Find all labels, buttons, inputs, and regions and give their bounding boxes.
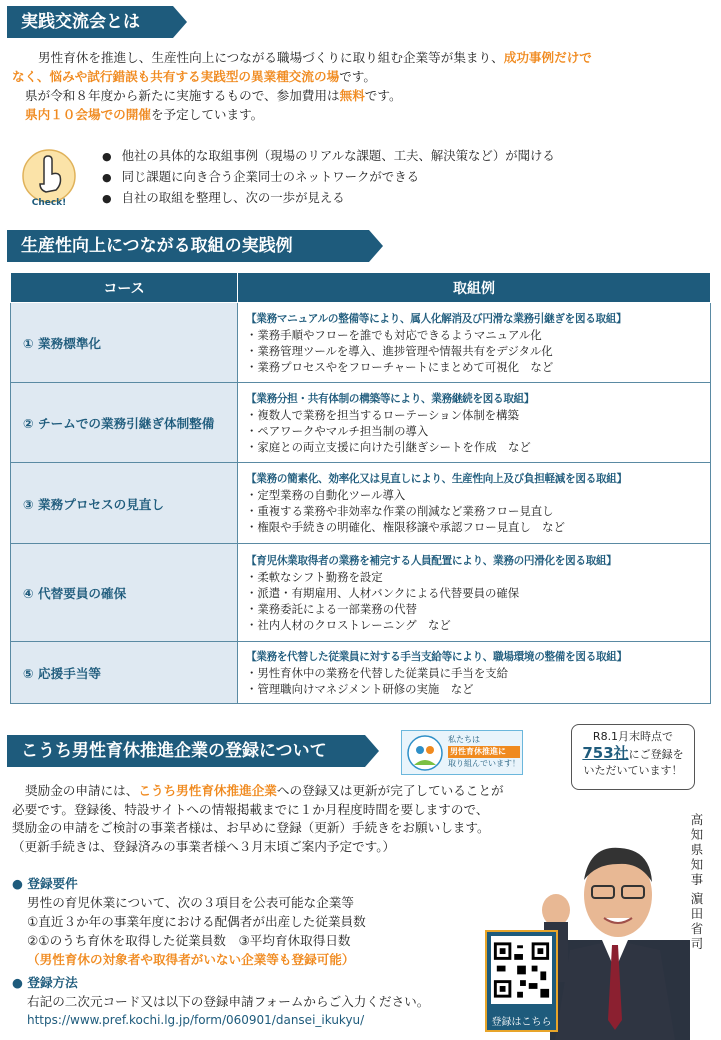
column-header-examples: 取組例: [238, 273, 711, 303]
family-logo-icon: [406, 735, 444, 771]
table-row: [11, 383, 711, 463]
course-name: ⑤ 応援手当等: [11, 642, 238, 704]
qr-caption: 登録はこちら: [491, 1017, 552, 1028]
intro-paragraph: 男性育休を推進し、生産性向上につながる職場づくりに取り組む企業等が集まり、成功事例だけで なく、悩みや試行錯誤も共有する実践型の異業種交流の場です。 県が令和８年度から新たに実施するもので、参加費用は無料です。 県内１０会場での開催を予定しています。: [12, 50, 592, 122]
section-header-intro: 実践交流会とは: [7, 6, 173, 38]
method-heading: ● 登録方法: [12, 975, 78, 990]
registration-count-bubble: R8.1月末時点で 753社にご登録を いただいています！: [571, 724, 695, 790]
requirements-heading: ● 登録要件: [12, 876, 78, 891]
registration-form-link[interactable]: https://www.pref.kochi.lg.jp/form/060901/dansei_ikukyu/: [27, 1013, 365, 1027]
course-name: ② チームでの業務引継ぎ体制整備: [11, 383, 238, 463]
benefit-item: ● 自社の取組を整理し、次の一歩が見える: [102, 188, 555, 209]
registered-count: 753社: [582, 744, 629, 762]
governor-name: 高 知 県 知 事 濵 田 省 司: [690, 812, 704, 951]
qr-code-box[interactable]: [485, 930, 558, 1032]
registration-paragraph: 奨励金の申請には、こうち男性育休推進企業への登録又は更新が完了していることが 必要です。登録後、特設サイトへの情報掲載までに１か月程度時間を要しますので、 奨励金の申請をご検討の事業者様は、お早めに登録（更新）手続きをお願いします。 （更新手続きは、登録済みの事業者様へ３月末頃ご案内予定です。）: [12, 783, 504, 854]
registration-method: ● 登録方法 右記の二次元コード又は以下の登録申請フォームからご入力ください。 https://www.pref.kochi.lg.jp/form/060901/dansei_ikukyu/: [12, 973, 482, 1030]
course-examples: 【育児休業取得者の業務を補完する人員配置により、業務の円滑化を図る取組】 ・柔軟なシフト勤務を設定 ・派遣・有期雇用、人材バンクによる代替要員の確保 ・業務委託による一部業務の代替 ・社内人材のクロストレーニング など: [238, 544, 711, 642]
check-hand-icon: [20, 146, 78, 208]
table-row: [11, 463, 711, 544]
benefit-item: ● 他社の具体的な取組事例（現場のリアルな課題、工夫、解決策など）が聞ける: [102, 146, 555, 167]
course-name: ③ 業務プロセスの見直し: [11, 463, 238, 544]
section-header-examples: 生産性向上につながる取組の実践例: [7, 230, 369, 262]
svg-text:Check!: Check!: [31, 198, 67, 208]
table-row: [11, 303, 711, 383]
course-examples: 【業務を代替した従業員に対する手当支給等により、職場環境の整備を図る取組】 ・男性育休中の業務を代替した従業員に手当を支給 ・管理職向けマネジメント研修の実施 など: [238, 642, 711, 704]
course-examples: 【業務マニュアルの整備等により、属人化解消及び円滑な業務引継ぎを図る取組】 ・業務手順やフローを誰でも対応できるようマニュアル化 ・業務管理ツールを導入、進捗管理や情報共有をデジタル化 ・業務プロセスやをフローチャートにまとめて可視化 など: [238, 303, 711, 383]
column-header-course: コース: [11, 273, 238, 303]
examples-table: [10, 272, 711, 704]
section-header-registration: こうち男性育休推進企業の登録について: [7, 735, 365, 767]
course-examples: 【業務の簡素化、効率化又は見直しにより、生産性向上及び負担軽減を図る取組】 ・定型業務の自動化ツール導入 ・重複する業務や非効率な作業の削減など業務フロー見直し ・権限や手続きの明確化、権限移譲や承認フロー見直し など: [238, 463, 711, 544]
benefit-list: [102, 146, 555, 209]
course-name: ① 業務標準化: [11, 303, 238, 383]
qr-code-icon: [491, 936, 552, 1004]
table-row: [11, 642, 711, 704]
registration-requirements: ● 登録要件 男性の育児休業について、次の３項目を公表可能な企業等 ①直近３か年の事業年度における配偶者が出産した従業員数 ②①のうち育休を取得した従業員数 ③平均育休取得日数 （男性育休の対象者や取得者がいない企業等も登録可能）: [12, 874, 482, 969]
promotion-badge-logo: 私たちは 男性育休推進に 取り組んでいます！: [401, 730, 523, 775]
table-row: [11, 544, 711, 642]
course-examples: 【業務分担・共有体制の構築等により、業務継続を図る取組】 ・複数人で業務を担当するローテーション体制を構築 ・ペアワークやマルチ担当制の導入 ・家庭との両立支援に向けた引継ぎシートを作成 など: [238, 383, 711, 463]
course-name: ④ 代替要員の確保: [11, 544, 238, 642]
benefit-item: ● 同じ課題に向き合う企業同士のネットワークができる: [102, 167, 555, 188]
